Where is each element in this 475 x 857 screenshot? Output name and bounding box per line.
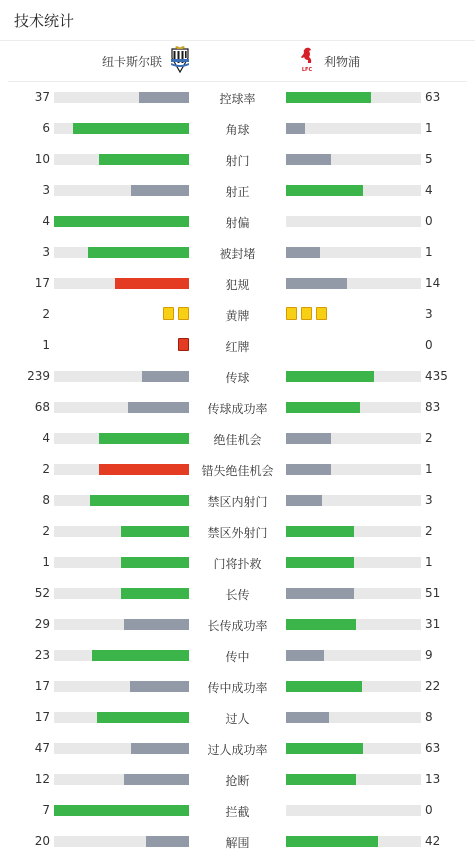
away-stat-value: 5 (425, 152, 433, 166)
stat-label: 传球成功率 (207, 402, 268, 416)
stat-row (0, 795, 475, 826)
away-stat-bar-fill (286, 278, 347, 289)
stat-row (0, 392, 475, 423)
stat-row (0, 144, 475, 175)
stat-row (0, 361, 475, 392)
home-stat-bar-fill (121, 557, 189, 568)
away-stat-value: 4 (425, 183, 433, 197)
away-stat-bar (286, 557, 421, 568)
yellow-card-icon (178, 307, 189, 320)
away-stat-value: 13 (425, 772, 441, 786)
stat-row (0, 175, 475, 206)
home-stat-bar (54, 650, 189, 661)
away-stat-bar (286, 402, 421, 413)
stat-label: 禁区内射门 (207, 495, 268, 509)
stat-row (0, 609, 475, 640)
home-stat-value: 52 (34, 586, 50, 600)
home-stat-bar-fill (130, 681, 189, 692)
away-stat-value: 2 (425, 524, 433, 538)
stat-row (0, 299, 475, 330)
stat-label: 控球率 (219, 92, 256, 106)
stat-label: 禁区外射门 (207, 526, 268, 540)
stat-label: 传中 (225, 650, 250, 664)
stat-label: 长传 (225, 588, 250, 602)
home-stat-bar (54, 619, 189, 630)
stat-row (0, 82, 475, 113)
home-stat-value: 17 (34, 679, 50, 693)
svg-text:LFC: LFC (301, 66, 313, 73)
home-stat-bar-fill (121, 588, 189, 599)
away-stat-value: 42 (425, 834, 441, 848)
away-stat-bar-fill (286, 185, 363, 196)
home-stat-bar (54, 371, 189, 382)
yellow-card-icon (301, 307, 312, 320)
stat-row (0, 454, 475, 485)
away-stat-bar-fill (286, 371, 374, 382)
home-stat-value: 8 (42, 493, 50, 507)
home-stat-bar-fill (124, 774, 189, 785)
stat-label: 传球 (225, 371, 250, 385)
away-stat-bar-fill (286, 92, 371, 103)
home-stat-value: 4 (42, 431, 50, 445)
newcastle-crest-icon (168, 46, 192, 77)
stat-label: 拦截 (225, 805, 250, 819)
home-stat-value: 47 (34, 741, 50, 755)
home-stat-value: 20 (34, 834, 50, 848)
home-stat-bar (54, 433, 189, 444)
away-stat-value: 9 (425, 648, 433, 662)
stat-label: 过人 (225, 712, 250, 726)
teams-row (8, 41, 467, 82)
away-stat-bar-fill (286, 588, 354, 599)
away-stat-bar-fill (286, 557, 354, 568)
home-stat-bar-fill (115, 278, 189, 289)
home-stat-bar (54, 278, 189, 289)
away-stat-bar (286, 154, 421, 165)
home-stat-bar (54, 681, 189, 692)
home-stat-bar (54, 402, 189, 413)
stat-label: 长传成功率 (207, 619, 268, 633)
home-stat-bar (54, 836, 189, 847)
stat-label: 绝佳机会 (213, 433, 262, 447)
away-stat-value: 0 (425, 803, 433, 817)
away-stat-bar-fill (286, 433, 331, 444)
away-stat-bar (286, 743, 421, 754)
home-stat-bar (54, 185, 189, 196)
away-stat-bar-fill (286, 650, 324, 661)
away-stat-value: 14 (425, 276, 441, 290)
away-stat-bar (286, 464, 421, 475)
home-stat-bar-fill (124, 619, 189, 630)
stat-row (0, 516, 475, 547)
stat-row (0, 578, 475, 609)
away-stat-bar (286, 774, 421, 785)
home-stat-bar-fill (88, 247, 189, 258)
away-stat-bar (286, 433, 421, 444)
home-stat-bar (54, 216, 189, 227)
away-stat-bar-fill (286, 495, 322, 506)
stat-row (0, 423, 475, 454)
home-stat-bar-fill (99, 464, 189, 475)
away-stat-bar-fill (286, 464, 331, 475)
home-stat-value: 37 (34, 90, 50, 104)
home-team[interactable] (102, 47, 192, 75)
away-stat-bar (286, 681, 421, 692)
away-stat-value: 3 (425, 493, 433, 507)
away-stat-bar-fill (286, 836, 378, 847)
stat-row (0, 826, 475, 857)
home-stat-value: 23 (34, 648, 50, 662)
home-stat-value: 2 (42, 307, 50, 321)
liverpool-crest-icon (298, 46, 316, 77)
away-team-name: 利物浦 (324, 54, 361, 69)
stat-label: 黄牌 (225, 309, 250, 323)
home-stat-bar (54, 588, 189, 599)
home-stat-value: 1 (42, 555, 50, 569)
home-stat-bar-fill (121, 526, 189, 537)
yellow-card-icon (163, 307, 174, 320)
away-stat-value: 0 (425, 214, 433, 228)
stat-label: 传中成功率 (207, 681, 268, 695)
away-stat-value: 2 (425, 431, 433, 445)
home-stat-value: 2 (42, 524, 50, 538)
home-stat-value: 17 (34, 276, 50, 290)
away-stat-value: 1 (425, 245, 433, 259)
away-stat-value: 63 (425, 741, 441, 755)
stat-label: 角球 (225, 123, 250, 137)
home-stat-value: 12 (34, 772, 50, 786)
away-stat-value: 1 (425, 555, 433, 569)
home-stat-bar-fill (73, 123, 189, 134)
home-stat-value: 10 (34, 152, 50, 166)
stat-label: 错失绝佳机会 (201, 464, 274, 478)
home-stat-bar (54, 154, 189, 165)
stat-row (0, 640, 475, 671)
home-stat-value: 6 (42, 121, 50, 135)
away-stat-value: 31 (425, 617, 441, 631)
home-stat-bar-fill (97, 712, 189, 723)
stat-row (0, 485, 475, 516)
home-stat-value: 7 (42, 803, 50, 817)
stat-row (0, 671, 475, 702)
home-stat-bar-fill (142, 371, 189, 382)
home-stat-value: 17 (34, 710, 50, 724)
home-stat-value: 2 (42, 462, 50, 476)
home-stat-bar-fill (54, 216, 189, 227)
away-team[interactable] (298, 47, 360, 75)
away-stat-bar-fill (286, 619, 356, 630)
away-stat-bar (286, 712, 421, 723)
home-stat-bar-fill (146, 836, 189, 847)
home-stat-bar (54, 247, 189, 258)
yellow-card-icon (286, 307, 297, 320)
stat-label: 犯规 (225, 278, 250, 292)
away-stat-bar (286, 495, 421, 506)
home-stat-value: 3 (42, 183, 50, 197)
home-stat-bar-fill (128, 402, 189, 413)
away-stat-value: 22 (425, 679, 441, 693)
away-stat-bar (286, 371, 421, 382)
away-stat-bar-fill (286, 712, 329, 723)
home-stat-bar-fill (92, 650, 189, 661)
home-stat-bar (54, 526, 189, 537)
home-stat-value: 239 (27, 369, 50, 383)
away-stat-bar (286, 805, 421, 816)
away-stat-value: 3 (425, 307, 433, 321)
away-stat-value: 63 (425, 90, 441, 104)
home-stat-bar-fill (131, 185, 189, 196)
stat-label: 射偏 (225, 216, 250, 230)
away-stat-bar (286, 619, 421, 630)
home-stat-value: 68 (34, 400, 50, 414)
away-stat-bar (286, 185, 421, 196)
away-stat-bar (286, 588, 421, 599)
stat-label: 过人成功率 (207, 743, 268, 757)
stat-row (0, 113, 475, 144)
away-stat-bar-fill (286, 526, 354, 537)
away-stat-bar (286, 526, 421, 537)
away-stat-value: 8 (425, 710, 433, 724)
away-stat-bar-fill (286, 247, 320, 258)
stat-row (0, 547, 475, 578)
home-team-name: 纽卡斯尔联 (102, 54, 163, 69)
stat-label: 门将扑救 (213, 557, 262, 571)
stat-row (0, 206, 475, 237)
away-stat-bar-fill (286, 123, 305, 134)
away-stat-value: 0 (425, 338, 433, 352)
home-stat-bar (54, 464, 189, 475)
home-stat-bar (54, 712, 189, 723)
away-stat-bar (286, 836, 421, 847)
home-stat-bar-fill (99, 154, 189, 165)
stat-row (0, 330, 475, 361)
stat-row (0, 764, 475, 795)
away-stat-value: 435 (425, 369, 448, 383)
away-stat-value: 51 (425, 586, 441, 600)
home-stat-bar (54, 557, 189, 568)
stat-label: 射门 (225, 154, 250, 168)
away-stat-bar-fill (286, 681, 362, 692)
home-stat-bar (54, 495, 189, 506)
stat-label: 被封堵 (219, 247, 256, 261)
stat-row (0, 733, 475, 764)
home-stat-value: 29 (34, 617, 50, 631)
stats-header (0, 0, 475, 41)
home-stat-bar-fill (139, 92, 189, 103)
page-title: 技术统计 (14, 12, 75, 30)
home-stat-bar (54, 92, 189, 103)
home-stat-bar-fill (99, 433, 189, 444)
home-stat-bar (54, 123, 189, 134)
home-stat-bar (54, 774, 189, 785)
stat-row (0, 237, 475, 268)
home-stat-bar-fill (131, 743, 189, 754)
stat-label: 射正 (225, 185, 250, 199)
yellow-card-icon (316, 307, 327, 320)
home-stat-bar-fill (90, 495, 189, 506)
away-stat-value: 83 (425, 400, 441, 414)
away-stat-bar (286, 247, 421, 258)
home-stat-bar (54, 805, 189, 816)
away-cards (286, 307, 327, 320)
away-stat-bar (286, 650, 421, 661)
home-stat-bar-fill (54, 805, 189, 816)
stat-label: 抢断 (225, 774, 250, 788)
away-stat-bar (286, 278, 421, 289)
stat-label: 红牌 (225, 340, 250, 354)
away-stat-bar (286, 216, 421, 227)
home-stat-value: 4 (42, 214, 50, 228)
stat-row (0, 702, 475, 733)
away-stat-value: 1 (425, 121, 433, 135)
stat-label: 解围 (225, 836, 250, 850)
home-stat-value: 3 (42, 245, 50, 259)
home-cards (163, 307, 189, 320)
stat-row (0, 268, 475, 299)
home-stat-value: 1 (42, 338, 50, 352)
stats-list (0, 82, 475, 857)
red-card-icon (178, 338, 189, 351)
away-stat-bar-fill (286, 743, 363, 754)
home-cards (178, 338, 189, 351)
away-stat-bar (286, 123, 421, 134)
home-stat-bar (54, 743, 189, 754)
away-stat-value: 1 (425, 462, 433, 476)
away-stat-bar-fill (286, 154, 331, 165)
away-stat-bar-fill (286, 402, 360, 413)
away-stat-bar (286, 92, 421, 103)
away-stat-bar-fill (286, 774, 356, 785)
